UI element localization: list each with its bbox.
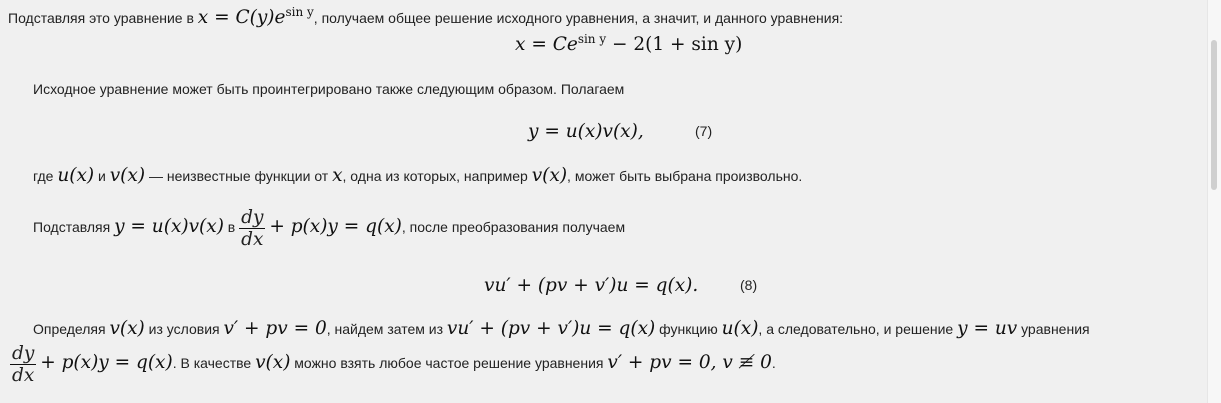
math-inline: y = uv xyxy=(957,318,1018,339)
paragraph-substitution xyxy=(8,7,843,28)
math-inline: u(x) xyxy=(721,318,759,339)
scrollbar-thumb[interactable] xyxy=(1211,40,1217,190)
math-inline: + p(x)y = q(x) xyxy=(269,216,402,238)
paragraph-where xyxy=(33,165,802,186)
equation-7 xyxy=(528,121,728,142)
text: . xyxy=(771,355,776,372)
equation-8 xyxy=(484,275,784,296)
text: можно взять любое частое решение уравнения xyxy=(290,355,608,372)
math-inline: v′ + pv = 0, v ≢ 0 xyxy=(607,352,772,374)
paragraph-substituting xyxy=(33,207,625,250)
text: , получаем общее решение исходного уравнения, а значит, и данного уравнения: xyxy=(313,10,844,26)
text: Подставляя это уравнение в xyxy=(8,10,194,26)
text: Определяя xyxy=(33,321,110,337)
paragraph-alt-method xyxy=(33,81,624,97)
text: , а следовательно, и решение xyxy=(758,321,958,337)
math-base: x = C(y)e xyxy=(197,7,286,28)
math-inline: + p(x)y = q(x) xyxy=(40,352,173,374)
fraction-denominator: dx xyxy=(241,229,264,250)
fraction-denominator: dx xyxy=(12,365,35,386)
text: , после преобразования получаем xyxy=(401,219,626,236)
math-inline: v(x) xyxy=(531,165,568,186)
equation-number: (7) xyxy=(695,123,713,139)
math-base: x = Ce xyxy=(515,34,578,55)
text: — неизвестные функции от xyxy=(145,168,333,184)
text: Подставляя xyxy=(33,219,115,236)
paragraph-determining xyxy=(33,318,1090,339)
fraction-dy-dx xyxy=(10,343,36,386)
text: . В качестве xyxy=(172,355,256,372)
text: уравнения xyxy=(1017,321,1090,337)
text: , найдем затем из xyxy=(326,321,447,337)
math-rest: − 2(1 + sin y) xyxy=(606,34,743,55)
math-inline xyxy=(198,7,314,28)
math-inline: x xyxy=(332,165,343,186)
text: Исходное уравнение может быть проинтегрировано также следующим образом. Полагаем xyxy=(33,81,625,97)
math-exponent: sin y xyxy=(285,5,314,19)
text: из условия xyxy=(144,321,224,337)
equation-general-solution xyxy=(515,34,742,55)
text: где xyxy=(33,168,58,184)
fraction-dy-dx xyxy=(239,207,265,250)
math-inline: v(x) xyxy=(109,318,145,339)
math-inline: v(x) xyxy=(109,165,146,186)
text: , может быть выбрана произвольно. xyxy=(567,168,803,184)
math-inline: y = u(x)v(x) xyxy=(114,216,224,238)
math-inline: v(x) xyxy=(255,352,291,374)
vertical-scrollbar[interactable] xyxy=(1207,0,1221,403)
text: и xyxy=(94,168,110,184)
paragraph-particular-solution xyxy=(10,343,776,386)
math-display: y = u(x)v(x), xyxy=(528,121,644,142)
math-exponent: sin y xyxy=(577,32,607,46)
math-inline: v′ + pv = 0 xyxy=(223,318,327,339)
math-inline: u(x) xyxy=(57,165,95,186)
math-display xyxy=(515,34,742,55)
text: в xyxy=(223,219,240,236)
math-inline: vu′ + (pv + v′)u = q(x) xyxy=(446,318,656,339)
fraction-numerator: dy xyxy=(241,207,264,228)
text: функцию xyxy=(655,321,722,337)
math-display: vu′ + (pv + v′)u = q(x). xyxy=(484,275,699,296)
equation-number: (8) xyxy=(740,277,758,293)
text: , одна из которых, например xyxy=(342,168,532,184)
fraction-numerator: dy xyxy=(12,343,35,364)
